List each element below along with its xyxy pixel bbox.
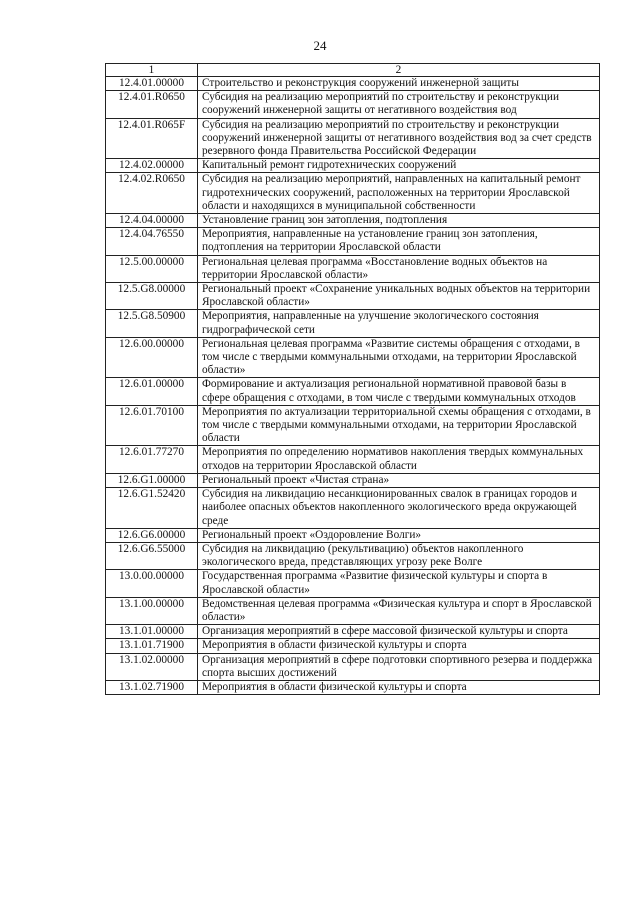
row-name: Региональный проект «Сохранение уникальных водных объектов на территории Ярославской области» <box>198 283 600 310</box>
row-name: Мероприятия в области физической культуры и спорта <box>198 639 600 653</box>
row-code: 12.6.01.70100 <box>106 405 198 446</box>
row-name: Установление границ зон затопления, подтопления <box>198 214 600 228</box>
row-code: 12.4.01.R065F <box>106 118 198 159</box>
table-row <box>106 77 600 91</box>
table-header-row <box>106 64 600 77</box>
row-name: Субсидия на реализацию мероприятий по строительству и реконструкции сооружений инженерной защиты от негативного воздействия вод <box>198 91 600 118</box>
row-name: Субсидия на реализацию мероприятий по строительству и реконструкции сооружений инженерной защиты от негативного воздействия вод за счет средств резервного фонда Правительства Российской Федерации <box>198 118 600 159</box>
row-name: Ведомственная целевая программа «Физическая культура и спорт в Ярославской области» <box>198 597 600 624</box>
table-row <box>106 283 600 310</box>
row-code: 12.5.G8.50900 <box>106 310 198 337</box>
row-name: Строительство и реконструкция сооружений инженерной защиты <box>198 77 600 91</box>
row-code: 12.4.04.76550 <box>106 228 198 255</box>
row-code: 12.4.04.00000 <box>106 214 198 228</box>
row-code: 13.1.02.00000 <box>106 653 198 680</box>
row-code: 12.4.01.00000 <box>106 77 198 91</box>
table-row <box>106 639 600 653</box>
page-number: 24 <box>313 38 327 53</box>
table-row <box>106 378 600 405</box>
table-row <box>106 118 600 159</box>
table-row <box>106 625 600 639</box>
row-name: Региональная целевая программа «Восстановление водных объектов на территории Ярославской области» <box>198 255 600 282</box>
table-row <box>106 91 600 118</box>
budget-code-table <box>105 63 600 695</box>
table-row <box>106 570 600 597</box>
row-code: 12.6.01.00000 <box>106 378 198 405</box>
row-name: Субсидия на ликвидацию (рекультивацию) объектов накопленного экологического вреда, представляющих угрозу реке Волге <box>198 542 600 569</box>
row-code: 12.4.02.00000 <box>106 159 198 173</box>
row-name: Региональный проект «Чистая страна» <box>198 473 600 487</box>
table-row <box>106 228 600 255</box>
table-row <box>106 405 600 446</box>
row-code: 12.5.00.00000 <box>106 255 198 282</box>
table-row <box>106 159 600 173</box>
row-code: 12.6.01.77270 <box>106 446 198 473</box>
column-header-name: 2 <box>198 64 600 77</box>
row-name: Субсидия на реализацию мероприятий, направленных на капитальный ремонт гидротехнических сооружений, расположенных на территории Ярославской области и находящихся в муниципальной собственности <box>198 173 600 214</box>
row-code: 12.6.G6.00000 <box>106 528 198 542</box>
column-header-code: 1 <box>106 64 198 77</box>
row-name: Мероприятия в области физической культуры и спорта <box>198 680 600 694</box>
row-name: Государственная программа «Развитие физической культуры и спорта в Ярославской области» <box>198 570 600 597</box>
table-row <box>106 528 600 542</box>
table-row <box>106 310 600 337</box>
row-name: Региональный проект «Оздоровление Волги» <box>198 528 600 542</box>
table-row <box>106 337 600 378</box>
row-code: 12.5.G8.00000 <box>106 283 198 310</box>
row-code: 12.4.01.R0650 <box>106 91 198 118</box>
row-name: Мероприятия по актуализации территориальной схемы обращения с отходами, в том числе с твердыми коммунальными отходами, на территории Ярославской области <box>198 405 600 446</box>
row-code: 12.6.G1.52420 <box>106 488 198 529</box>
row-code: 12.6.G6.55000 <box>106 542 198 569</box>
table-row <box>106 597 600 624</box>
table-row <box>106 542 600 569</box>
row-code: 13.1.01.00000 <box>106 625 198 639</box>
row-code: 13.1.00.00000 <box>106 597 198 624</box>
row-code: 13.1.01.71900 <box>106 639 198 653</box>
row-name: Формирование и актуализация региональной нормативной правовой базы в сфере обращения с отходами, в том числе с твердыми коммунальных отходов <box>198 378 600 405</box>
table-row <box>106 214 600 228</box>
row-code: 12.6.00.00000 <box>106 337 198 378</box>
table-row <box>106 680 600 694</box>
table-row <box>106 488 600 529</box>
row-name: Субсидия на ликвидацию несанкционированных свалок в границах городов и наиболее опасных объектов накопленного экологического вреда окружающей среде <box>198 488 600 529</box>
row-name: Капитальный ремонт гидротехнических сооружений <box>198 159 600 173</box>
row-code: 12.6.G1.00000 <box>106 473 198 487</box>
row-code: 12.4.02.R0650 <box>106 173 198 214</box>
row-name: Региональная целевая программа «Развитие системы обращения с отходами, в том числе с твердыми коммунальными отходами, на территории Ярославской области» <box>198 337 600 378</box>
row-name: Мероприятия, направленные на улучшение экологического состояния гидрографической сети <box>198 310 600 337</box>
row-code: 13.1.02.71900 <box>106 680 198 694</box>
row-name: Организация мероприятий в сфере массовой физической культуры и спорта <box>198 625 600 639</box>
row-name: Мероприятия, направленные на установление границ зон затопления, подтопления на территории Ярославской области <box>198 228 600 255</box>
table-row <box>106 173 600 214</box>
row-name: Мероприятия по определению нормативов накопления твердых коммунальных отходов на территории Ярославской области <box>198 446 600 473</box>
table-row <box>106 653 600 680</box>
table-row <box>106 255 600 282</box>
row-code: 13.0.00.00000 <box>106 570 198 597</box>
table-row <box>106 473 600 487</box>
table-row <box>106 446 600 473</box>
row-name: Организация мероприятий в сфере подготовки спортивного резерва и поддержка спорта высших достижений <box>198 653 600 680</box>
